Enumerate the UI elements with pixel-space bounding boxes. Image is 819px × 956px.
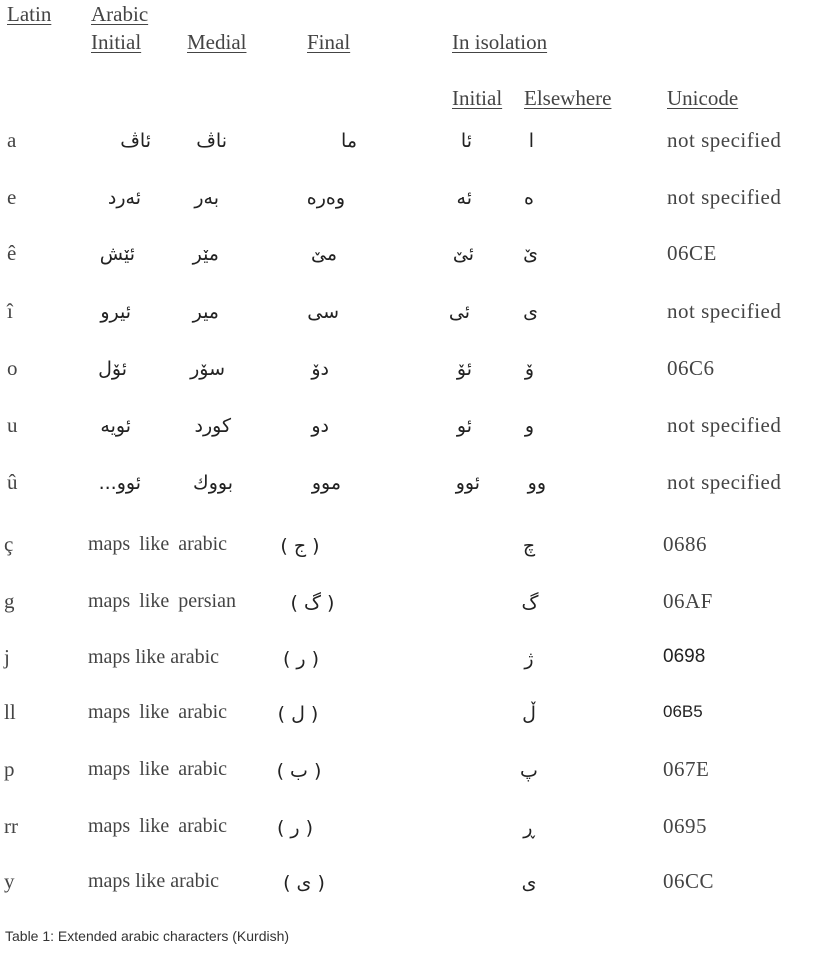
row-medial: میر bbox=[192, 301, 219, 323]
row-initial: ئەرد bbox=[107, 187, 141, 209]
row-latin: e bbox=[7, 185, 17, 209]
row-final: ما bbox=[341, 130, 357, 152]
row-elsewhere: ی bbox=[523, 301, 538, 323]
row-medial: بووك bbox=[193, 472, 233, 494]
table-caption: Table 1: Extended arabic characters (Kurdish) bbox=[5, 928, 290, 944]
header-unicode: Unicode bbox=[667, 86, 739, 110]
maps-row-latin: p bbox=[4, 757, 15, 781]
header-medial: Medial bbox=[187, 30, 247, 54]
header-initial: Initial bbox=[91, 30, 142, 54]
header-latin: Latin bbox=[7, 2, 52, 26]
row-initial: ئیرو bbox=[100, 301, 131, 323]
row-elsewhere: ێ bbox=[523, 243, 538, 265]
header-arabic: Arabic bbox=[91, 2, 149, 26]
row-medial: مێر bbox=[192, 243, 219, 265]
maps-row-elsewhere: گ bbox=[521, 592, 539, 614]
maps-row-unicode: 0686 bbox=[663, 532, 707, 556]
row-iso-initial: ئوو bbox=[455, 472, 480, 494]
maps-row-unicode: 067E bbox=[663, 757, 710, 781]
maps-row-latin: ll bbox=[4, 700, 16, 724]
row-final: مێ bbox=[310, 243, 337, 265]
maps-row-text: maps like arabic bbox=[88, 701, 228, 723]
row-final: سی bbox=[307, 301, 339, 323]
row-iso-initial: ئو bbox=[456, 415, 472, 437]
maps-row-elsewhere: ڵ bbox=[522, 703, 536, 725]
row-unicode: 06CE bbox=[667, 241, 717, 265]
row-iso-initial: ئە bbox=[456, 187, 472, 209]
maps-row-char: ( ر ) bbox=[282, 648, 320, 670]
row-latin: ê bbox=[7, 241, 17, 265]
row-final: دۆ bbox=[311, 358, 329, 380]
maps-row-elsewhere: چ bbox=[522, 535, 536, 557]
row-initial: ئۆل bbox=[98, 358, 127, 380]
row-latin: o bbox=[7, 356, 18, 380]
maps-row-latin: g bbox=[4, 589, 15, 613]
maps-row-char: ( گ ) bbox=[290, 592, 335, 614]
row-final: موو bbox=[311, 472, 341, 494]
maps-row-elsewhere: ی bbox=[521, 872, 537, 894]
maps-row-text: maps like arabic bbox=[88, 870, 220, 892]
row-initial: ئوو... bbox=[98, 472, 141, 494]
maps-row-text: maps like persian bbox=[88, 590, 236, 612]
header-final: Final bbox=[307, 30, 351, 54]
header-in-isolation: In isolation bbox=[452, 30, 548, 54]
row-medial: ناڤ bbox=[196, 130, 227, 152]
row-final: وەرە bbox=[306, 187, 345, 209]
maps-row-text: maps like arabic bbox=[88, 533, 228, 555]
row-elsewhere: ۆ bbox=[524, 358, 534, 380]
maps-row-text: maps like arabic bbox=[88, 646, 220, 668]
row-latin: û bbox=[7, 470, 18, 494]
maps-row-char: ( ل ) bbox=[277, 703, 319, 725]
row-unicode: not specified bbox=[667, 185, 782, 209]
row-initial: ئێش bbox=[99, 243, 135, 265]
row-medial: سۆر bbox=[190, 358, 225, 380]
row-iso-initial: ئێ bbox=[452, 243, 474, 265]
row-medial: بەر bbox=[194, 187, 219, 209]
row-initial: ئویە bbox=[100, 415, 131, 437]
maps-row-unicode: 0695 bbox=[663, 814, 707, 838]
row-latin: u bbox=[7, 413, 18, 437]
row-elsewhere: ە bbox=[524, 187, 534, 209]
row-medial: کورد bbox=[194, 415, 231, 437]
maps-row-elsewhere: ڕ bbox=[523, 817, 535, 839]
row-unicode: not specified bbox=[667, 128, 782, 152]
maps-row-unicode: 06CC bbox=[663, 869, 715, 893]
maps-row-text: maps like arabic bbox=[88, 815, 228, 837]
maps-row-latin: y bbox=[4, 869, 15, 893]
maps-row-latin: rr bbox=[4, 814, 18, 838]
row-unicode: not specified bbox=[667, 299, 782, 323]
maps-row-elsewhere: پ bbox=[520, 760, 538, 782]
row-elsewhere: و bbox=[524, 415, 534, 437]
maps-row-unicode: 06B5 bbox=[663, 702, 703, 721]
row-iso-initial: ئۆ bbox=[456, 358, 472, 380]
maps-row-char: ( ی ) bbox=[283, 872, 325, 894]
row-initial: ئاڤ bbox=[120, 130, 151, 152]
row-final: دو bbox=[311, 415, 329, 437]
header-iso-initial: Initial bbox=[452, 86, 503, 110]
row-unicode: 06C6 bbox=[667, 356, 715, 380]
row-latin: a bbox=[7, 128, 17, 152]
row-latin: î bbox=[7, 299, 13, 323]
maps-row-unicode: 0698 bbox=[663, 646, 706, 667]
header-elsewhere: Elsewhere bbox=[524, 86, 612, 110]
maps-row-char: ( ج ) bbox=[280, 535, 320, 557]
maps-row-elsewhere: ژ bbox=[524, 648, 534, 670]
row-unicode: not specified bbox=[667, 413, 782, 437]
maps-row-char: ( ر ) bbox=[276, 817, 314, 839]
maps-row-text: maps like arabic bbox=[88, 758, 228, 780]
row-iso-initial: ئی bbox=[448, 301, 470, 323]
maps-row-latin: j bbox=[4, 645, 10, 669]
row-elsewhere: وو bbox=[527, 472, 546, 494]
row-elsewhere: ا bbox=[528, 130, 534, 152]
maps-row-unicode: 06AF bbox=[663, 589, 713, 613]
maps-row-char: ( ب ) bbox=[276, 760, 322, 782]
row-iso-initial: ئا bbox=[460, 130, 472, 152]
row-unicode: not specified bbox=[667, 470, 782, 494]
maps-row-latin: ç bbox=[4, 532, 14, 556]
